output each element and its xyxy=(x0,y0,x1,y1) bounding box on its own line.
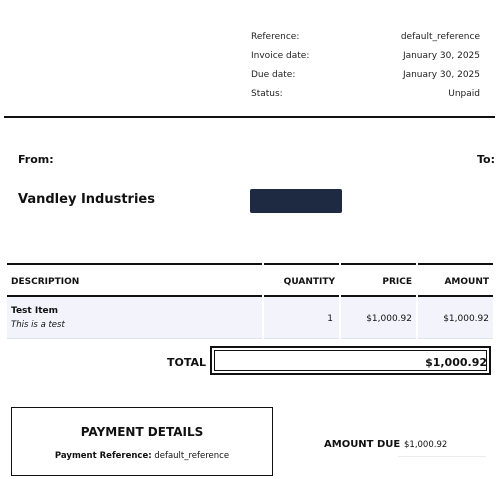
payment-reference-label: Payment Reference: xyxy=(54,451,152,461)
item-price: $1,000.92 xyxy=(366,314,412,324)
column-header-price: PRICE xyxy=(382,277,412,287)
column-header-quantity: QUANTITY xyxy=(283,277,335,287)
column-divider xyxy=(262,263,264,339)
due-date-label: Due date: xyxy=(251,70,296,80)
item-description: This is a test xyxy=(11,320,65,330)
to-label: To: xyxy=(477,153,495,166)
amount-due-value: $1,000.92 xyxy=(404,440,448,450)
table-row xyxy=(7,297,493,338)
payment-details-title: PAYMENT DETAILS xyxy=(80,425,204,439)
amount-due-underline xyxy=(398,456,486,457)
header-top-rule xyxy=(7,263,262,265)
payment-reference-value: default_reference xyxy=(154,451,230,461)
reference-label: Reference: xyxy=(251,32,300,42)
status-value: Unpaid xyxy=(448,89,480,99)
column-divider xyxy=(339,263,341,339)
redacted-block xyxy=(250,189,342,213)
header-top-rule xyxy=(264,263,339,265)
due-date-value: January 30, 2025 xyxy=(402,70,480,80)
reference-value: default_reference xyxy=(400,32,480,42)
invoice-date-label: Invoice date: xyxy=(251,51,310,61)
from-label: From: xyxy=(18,153,54,166)
header-divider xyxy=(4,116,495,118)
status-label: Status: xyxy=(251,89,283,99)
column-divider xyxy=(416,263,418,339)
item-amount: $1,000.92 xyxy=(443,314,489,324)
payment-details-box xyxy=(11,407,273,476)
column-header-amount: AMOUNT xyxy=(444,277,489,287)
column-header-description: DESCRIPTION xyxy=(11,277,80,287)
total-value: $1,000.92 xyxy=(425,356,487,369)
payment-reference xyxy=(11,451,273,461)
invoice-date-value: January 30, 2025 xyxy=(402,51,480,61)
row-divider xyxy=(7,338,493,339)
header-top-rule xyxy=(341,263,416,265)
item-quantity: 1 xyxy=(327,314,333,324)
amount-due-label: AMOUNT DUE xyxy=(324,439,401,450)
from-company-name: Vandley Industries xyxy=(18,192,155,207)
total-label: TOTAL xyxy=(167,356,207,369)
item-name: Test Item xyxy=(11,306,58,316)
header-top-rule xyxy=(418,263,493,265)
